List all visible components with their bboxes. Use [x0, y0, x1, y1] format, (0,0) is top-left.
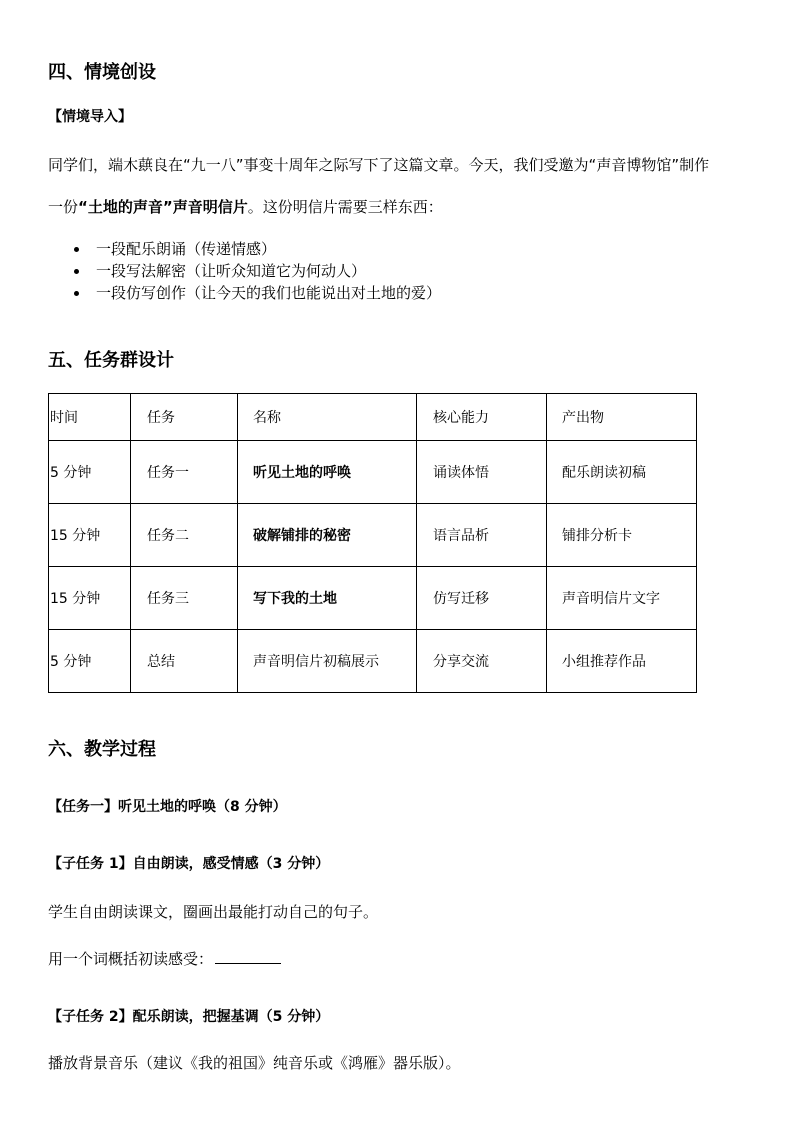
cell-task: 任务二	[131, 504, 238, 567]
subtask1-heading	[48, 853, 329, 873]
intro-text-a: 一份	[48, 198, 79, 216]
postcard-name: “土地的声音”声音明信片	[78, 198, 248, 216]
subtask1-prompt	[48, 948, 281, 969]
cell-output: 铺排分析卡	[547, 504, 697, 567]
intro-paragraph-line2	[48, 196, 443, 217]
subtask1-paragraph: 学生自由朗读课文，圈画出最能打动自己的句子。	[48, 903, 379, 921]
cell-ability: 诵读体悟	[417, 441, 547, 504]
fill-in-blank[interactable]	[215, 949, 281, 964]
cell-time: 15 分钟	[49, 504, 131, 567]
cell-output: 小组推荐作品	[547, 630, 697, 693]
cell-task: 总结	[131, 630, 238, 693]
cell-name: 听见土地的呼唤	[238, 441, 417, 504]
header-time: 时间	[49, 394, 131, 441]
cell-ability: 分享交流	[417, 630, 547, 693]
table-row	[49, 630, 697, 693]
cell-output: 配乐朗读初稿	[547, 441, 697, 504]
cell-ability: 仿写迁移	[417, 567, 547, 630]
header-output: 产出物	[547, 394, 697, 441]
cell-task: 任务三	[131, 567, 238, 630]
cell-time: 5 分钟	[49, 630, 131, 693]
subtask2-paragraph: 播放背景音乐（建议《我的祖国》纯音乐或《鸿雁》器乐版）。	[48, 1054, 461, 1072]
list-item: 一段仿写创作（让今天的我们也能说出对土地的爱）	[48, 282, 441, 304]
table-row	[49, 567, 697, 630]
cell-ability: 语言品析	[417, 504, 547, 567]
table-row	[49, 504, 697, 567]
list-item: 一段写法解密（让听众知道它为何动人）	[48, 260, 441, 282]
section5-heading: 五、任务群设计	[48, 350, 174, 371]
prompt-text: 用一个词概括初读感受：	[48, 950, 214, 968]
subtask1-label: 【子任务 1】	[48, 856, 133, 872]
cell-time: 5 分钟	[49, 441, 131, 504]
header-name: 名称	[238, 394, 417, 441]
requirement-list	[48, 238, 441, 304]
subtask2-title: 配乐朗读，把握基调（5 分钟）	[132, 1009, 330, 1025]
intro-paragraph-line1: 同学们，端木蕻良在“九一八”事变十周年之际写下了这篇文章。今天，我们受邀为“声音博物馆”制作	[48, 156, 710, 174]
header-task: 任务	[131, 394, 238, 441]
cell-task: 任务一	[131, 441, 238, 504]
subtask2-heading	[48, 1006, 329, 1026]
cell-name: 破解铺排的秘密	[238, 504, 417, 567]
intro-label: 【情境导入】	[48, 109, 132, 125]
section6-heading: 六、教学过程	[48, 739, 156, 760]
task1-title: 【任务一】听见土地的呼唤（8 分钟）	[48, 799, 287, 815]
task-group-table	[48, 393, 697, 693]
header-ability: 核心能力	[417, 394, 547, 441]
cell-name: 声音明信片初稿展示	[238, 630, 417, 693]
section4-heading: 四、情境创设	[48, 62, 156, 83]
table-header-row	[49, 394, 697, 441]
list-item: 一段配乐朗诵（传递情感）	[48, 238, 441, 260]
cell-output: 声音明信片文字	[547, 567, 697, 630]
cell-name: 写下我的土地	[238, 567, 417, 630]
subtask2-label: 【子任务 2】	[48, 1009, 133, 1025]
table-row	[49, 441, 697, 504]
subtask1-title: 自由朗读，感受情感（3 分钟）	[132, 856, 330, 872]
intro-text-b: 。这份明信片需要三样东西：	[247, 198, 443, 216]
cell-time: 15 分钟	[49, 567, 131, 630]
